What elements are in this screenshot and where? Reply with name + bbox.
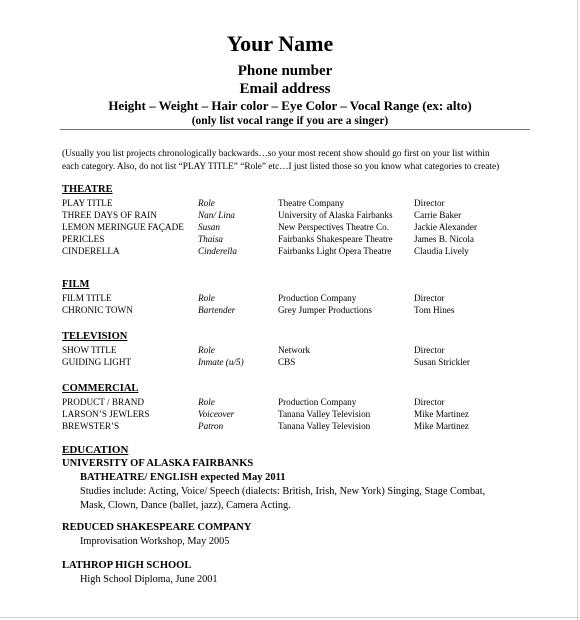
table-row	[0, 356, 580, 368]
credit-role: Role	[198, 293, 215, 303]
section-heading-theatre: THEATRE	[62, 184, 113, 195]
physical-attributes: Height – Weight – Hair color – Eye Color – Vocal Range (ex: alto)	[108, 98, 472, 113]
credit-role: Role	[198, 345, 215, 355]
section-heading-commercial: COMMERCIAL	[62, 383, 139, 394]
table-row	[0, 304, 580, 316]
email-address: Email address	[239, 81, 331, 97]
credit-title: FILM TITLE	[62, 293, 112, 303]
studies-description	[80, 485, 520, 513]
credit-title: THREE DAYS OF RAIN	[62, 210, 157, 220]
credit-title: SHOW TITLE	[62, 345, 117, 355]
credit-company: Theatre Company	[278, 198, 345, 208]
vocal-range-note: (only list vocal range if you are a singer)	[191, 115, 389, 127]
table-row	[0, 408, 580, 420]
credit-company: Tanana Valley Television	[278, 421, 371, 431]
credit-title: CHRONIC TOWN	[62, 305, 133, 315]
applicant-name: Your Name	[226, 31, 334, 56]
credit-director: Director	[414, 198, 445, 208]
credit-title: PRODUCT / BRAND	[62, 397, 145, 407]
section-heading-film: FILM	[62, 279, 90, 290]
credit-role: Role	[198, 198, 215, 208]
credit-role: Role	[198, 397, 215, 407]
intro-line-2: each category. Also, do not list “PLAY TITLE” “Role” etc…I just listed those so you know what categories to create)	[62, 161, 500, 172]
degree-line: BATHEATRE/ ENGLISH expected May 2011	[80, 472, 286, 483]
studies-line-1: Studies include: Acting, Voice/ Speech (dialects: British, Irish, New York) Singing, Stage Combat,	[80, 486, 486, 497]
table-row	[0, 233, 580, 245]
section-heading-education: EDUCATION	[62, 444, 129, 456]
table-row	[0, 245, 580, 257]
credit-title: PLAY TITLE	[62, 198, 113, 208]
credit-company: CBS	[278, 357, 296, 367]
phone-number: Phone number	[237, 63, 333, 79]
credit-director: Mike Martinez	[414, 409, 469, 419]
credit-role: Thaisa	[198, 234, 224, 244]
credit-role: Cinderella	[198, 246, 237, 256]
credit-company: Grey Jumper Productions	[278, 305, 372, 315]
table-row	[0, 420, 580, 432]
credit-company: New Perspectives Theatre Co.	[278, 222, 390, 232]
credit-director: James B. Nicola	[414, 234, 474, 244]
credit-director: Director	[414, 397, 445, 407]
credit-title: CINDERELLA	[62, 246, 120, 256]
credit-title: LEMON MERINGUE FAÇADE	[62, 222, 184, 232]
credit-company: Fairbanks Shakespeare Theatre	[278, 234, 393, 244]
school-name-rsc: REDUCED SHAKESPEARE COMPANY	[62, 522, 252, 533]
table-row	[0, 221, 580, 233]
credit-company: University of Alaska Fairbanks	[278, 210, 393, 220]
studies-line-2: Mask, Clown, Dance (ballet, jazz), Camera Acting.	[80, 500, 291, 511]
credit-title: PERICLES	[62, 234, 105, 244]
rsc-detail: Improvisation Workshop, May 2005	[80, 536, 230, 547]
credit-company: Network	[278, 345, 311, 355]
credit-director: Susan Strickler	[414, 357, 470, 367]
credit-company: Production Company	[278, 397, 357, 407]
credit-role: Susan	[198, 222, 220, 232]
intro-line-1: (Usually you list projects chronologically backwards…so your most recent show should go first on your list within	[62, 149, 490, 159]
credit-company: Tanana Valley Television	[278, 409, 371, 419]
lathrop-detail: High School Diploma, June 2001	[80, 574, 218, 585]
header-divider	[60, 129, 530, 130]
section-heading-television: TELEVISION	[62, 331, 128, 342]
table-row	[0, 197, 580, 209]
intro-note	[62, 148, 532, 173]
credit-company: Fairbanks Light Opera Theatre	[278, 246, 392, 256]
page-edge-bottom	[0, 617, 580, 618]
credit-director: Tom Hines	[414, 305, 455, 315]
credit-role: Voiceover	[198, 409, 235, 419]
school-name-lathrop: LATHROP HIGH SCHOOL	[62, 560, 192, 571]
credit-director: Carrie Baker	[414, 210, 462, 220]
credit-role: Patron	[198, 421, 224, 431]
credit-director: Jackie Alexander	[414, 222, 478, 232]
table-row	[0, 344, 580, 356]
credit-role: Inmate (u/5)	[198, 357, 244, 367]
table-row	[0, 292, 580, 304]
credit-director: Director	[414, 293, 445, 303]
table-row	[0, 396, 580, 408]
credit-title: BREWSTER’S	[62, 421, 120, 431]
credit-director: Director	[414, 345, 445, 355]
credit-role: Bartender	[198, 305, 236, 315]
credit-director: Claudia Lively	[414, 246, 469, 256]
credit-director: Mike Martinez	[414, 421, 469, 431]
credit-company: Production Company	[278, 293, 357, 303]
credit-title: GUIDING LIGHT	[62, 357, 132, 367]
table-row	[0, 209, 580, 221]
school-name-uaf: UNIVERSITY OF ALASKA FAIRBANKS	[62, 458, 254, 469]
credit-role: Nan/ Lina	[198, 210, 236, 220]
credit-title: LARSON’S JEWLERS	[62, 409, 150, 419]
